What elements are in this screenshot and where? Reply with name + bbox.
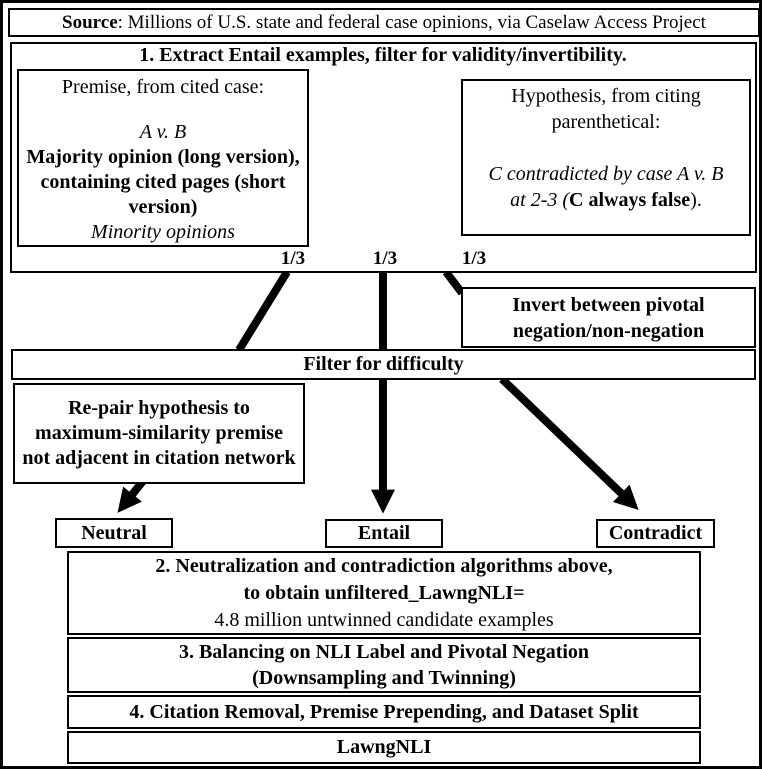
step3-line2: (Downsampling and Twinning): [252, 667, 516, 689]
branch-line-left: [239, 272, 287, 350]
contradict-label: Contradict: [608, 522, 703, 544]
premise-minority: Minority opinions: [91, 221, 235, 243]
step4-text: 4. Citation Removal, Premise Prepending, and Dataset Split: [129, 700, 639, 723]
branch-line-right: [446, 272, 462, 293]
result-text: LawngNLI: [336, 736, 432, 758]
label-box-contradict: [596, 519, 715, 548]
invert-negation-box: [461, 287, 756, 348]
hypothesis-box: [461, 79, 751, 236]
result-box: [67, 731, 701, 764]
hypothesis-body: [481, 161, 731, 213]
step1-title: 1. Extract Entail examples, filter for validity/invertibility.: [139, 44, 627, 66]
label-box-neutral: [55, 518, 173, 548]
invert-text: Invert between pivotal negation/non-negation: [512, 293, 705, 342]
premise-majority: Majority opinion (long version), containing cited pages (short version): [26, 146, 300, 218]
step2-line3: 4.8 million untwinned candidate examples: [214, 608, 554, 631]
neutral-label: Neutral: [81, 521, 147, 544]
repair-hypothesis-box: [13, 383, 305, 484]
filter-text: Filter for difficulty: [303, 353, 464, 375]
step2-box: [67, 551, 701, 635]
hypothesis-body-pre: C contradicted by case A v. B at 2-3 (: [488, 163, 724, 211]
fraction-label-middle: 1/3: [372, 248, 398, 269]
fraction-label-right: 1/3: [461, 248, 487, 269]
entail-label: Entail: [357, 522, 411, 544]
step3-line1: 3. Balancing on NLI Label and Pivotal Negation: [178, 641, 590, 663]
premise-case-name: A v. B: [139, 121, 187, 143]
step2-line2: to obtain unfiltered_LawngNLI=: [243, 581, 525, 604]
premise-box: [17, 69, 309, 247]
arrow-to-contradict: [502, 379, 623, 495]
step3-box: [67, 637, 701, 693]
fraction-label-left: 1/3: [280, 248, 306, 269]
source-banner: [8, 8, 760, 37]
source-text: [62, 12, 706, 34]
source-rest: : Millions of U.S. state and federal case opinions, via Caselaw Access Project: [117, 11, 706, 33]
hypothesis-body-post: ).: [690, 189, 702, 211]
hypothesis-heading: Hypothesis, from citing parenthetical:: [511, 85, 701, 133]
repair-text: Re-pair hypothesis to maximum-similarity premise not adjacent in citation network: [22, 397, 296, 469]
source-label: Source: [62, 11, 118, 33]
label-box-entail: [325, 519, 443, 548]
step2-line1: 2. Neutralization and contradiction algorithms above,: [155, 554, 613, 577]
filter-difficulty-box: [11, 349, 756, 380]
premise-heading: Premise, from cited case:: [61, 76, 265, 98]
hypothesis-body-bold: C always false: [569, 189, 691, 211]
step4-box: [67, 695, 701, 729]
